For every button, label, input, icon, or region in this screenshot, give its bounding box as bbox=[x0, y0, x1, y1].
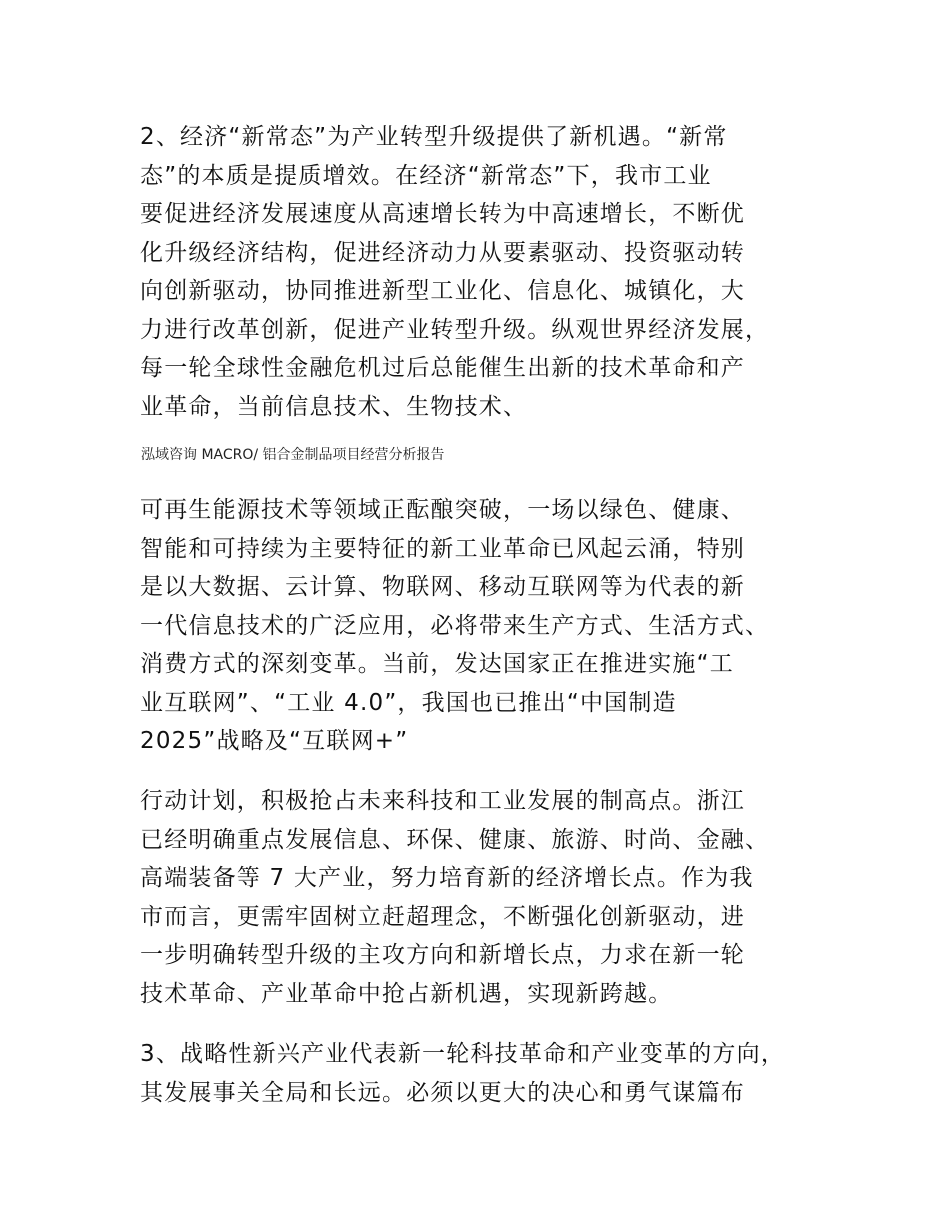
text-line: 业革命，当前信息技术、生物技术、 bbox=[140, 393, 528, 420]
text-line: 可再生能源技术等领域正酝酿突破，一场以绿色、健康、 bbox=[140, 497, 745, 523]
text-line: 智能和可持续为主要特征的新工业革命已风起云涌，特别 bbox=[140, 535, 745, 562]
text-line: 行动计划，积极抢占未来科技和工业发展的制高点。浙江 bbox=[140, 788, 745, 814]
text-line: 化升级经济结构，促进经济动力从要素驱动、投资驱动转 bbox=[140, 239, 745, 266]
text-line: 态”的本质是提质增效。在经济“新常态”下，我市工业 bbox=[140, 162, 712, 189]
paragraph-2 bbox=[140, 491, 840, 761]
text-line: 其发展事关全局和长远。必须以更大的决心和勇气谋篇布 bbox=[140, 1079, 745, 1106]
text-line: 每一轮全球性金融危机过后总能催生出新的技术革命和产 bbox=[140, 355, 745, 381]
text-line: 一步明确转型升级的主攻方向和新增长点，力求在新一轮 bbox=[140, 942, 745, 968]
text-line: 2、经济“新常态”为产业转型升级提供了新机遇。“新常 bbox=[140, 124, 728, 150]
text-line: 要促进经济发展速度从高速增长转为中高速增长，不断优 bbox=[140, 201, 745, 227]
running-header: 泓域咨询 MACRO/ 铝合金制品项目经营分析报告 bbox=[141, 447, 445, 463]
text-line: 高端装备等 7 大产业，努力培育新的经济增长点。作为我 bbox=[140, 865, 754, 891]
text-line: 是以大数据、云计算、物联网、移动互联网等为代表的新 bbox=[140, 574, 745, 600]
text-line: 一代信息技术的广泛应用，必将带来生产方式、生活方式、 bbox=[140, 612, 770, 639]
text-line: 消费方式的深刻变革。当前，发达国家正在推进实施“工 bbox=[140, 651, 734, 677]
paragraph-3 bbox=[140, 782, 840, 1013]
paragraph-1 bbox=[140, 118, 840, 426]
text-line: 市而言，更需牢固树立赶超理念，不断强化创新驱动，进 bbox=[140, 903, 745, 930]
text-line: 技术革命、产业革命中抢占新机遇，实现新跨越。 bbox=[140, 980, 673, 1007]
text-line: 向创新驱动，协同推进新型工业化、信息化、城镇化，大 bbox=[140, 278, 745, 304]
text-line: 2025”战略及“互联网+” bbox=[140, 728, 409, 754]
text-line: 业互联网”、“工业 4.0”，我国也已推出“中国制造 bbox=[140, 689, 677, 716]
text-line: 3、战略性新兴产业代表新一轮科技革命和产业变革的方向， bbox=[140, 1041, 786, 1067]
paragraph-4 bbox=[140, 1035, 840, 1112]
text-line: 力进行改革创新，促进产业转型升级。纵观世界经济发展， bbox=[140, 316, 770, 343]
text-line: 已经明确重点发展信息、环保、健康、旅游、时尚、金融、 bbox=[140, 826, 770, 853]
